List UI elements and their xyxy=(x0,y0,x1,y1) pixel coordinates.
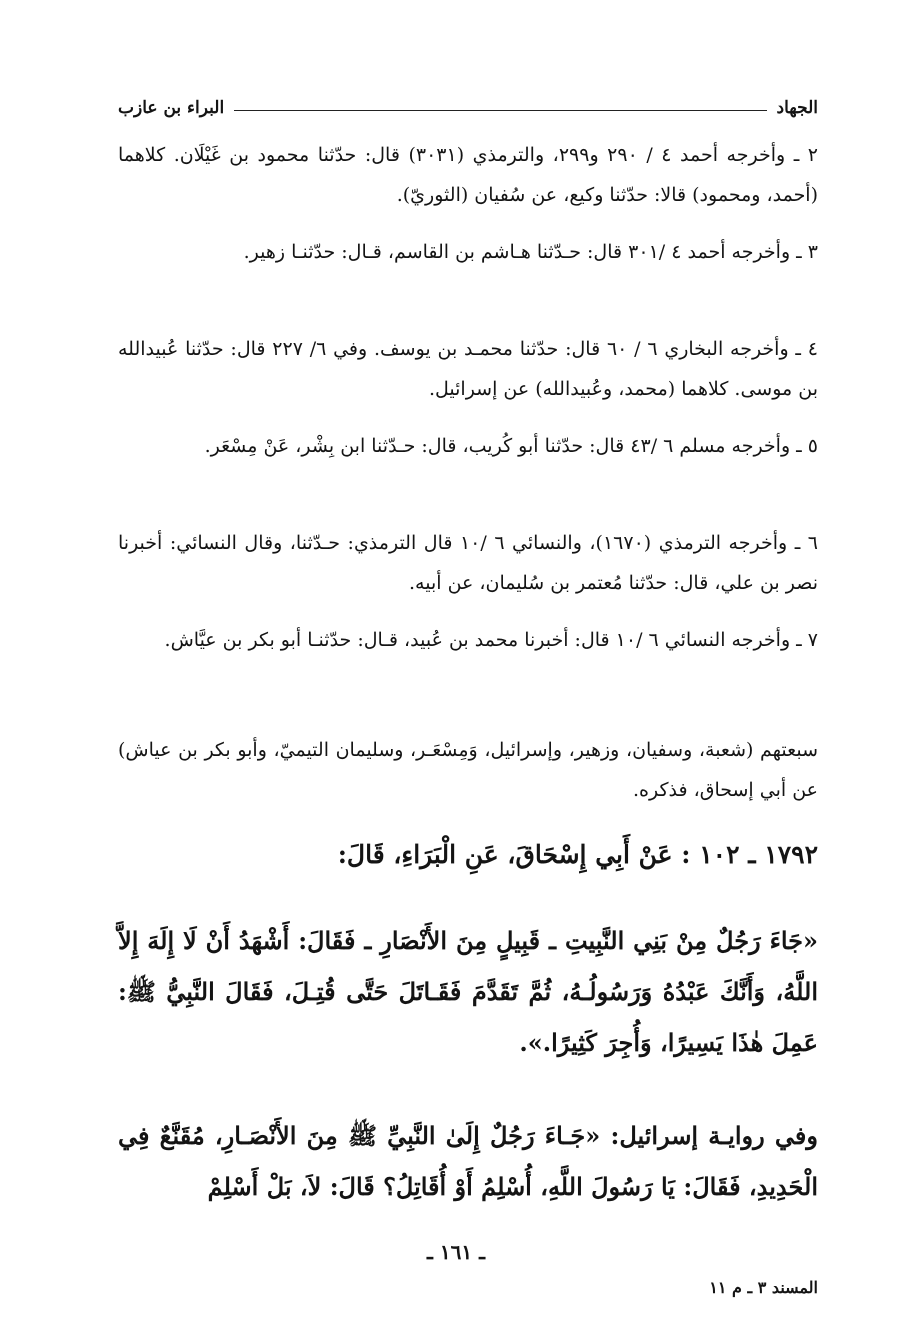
footnote-5: ٥ ـ وأخرجه مسلم ٦ /٤٣ قال: حدّثنا أبو كُريب، قال: حـدّثنا ابن بِشْر، عَنْ مِسْعَر. xyxy=(204,435,818,457)
chains-summary: سبعتهم (شعبة، وسفيان، وزهير، وإسرائيل، وَمِسْعَـر، وسليمان التيميّ، وأبو بكر بن عياش) عن أبي إسحاق، فذكره. xyxy=(118,739,818,801)
companion-name: البراء بن عازب xyxy=(118,98,225,118)
hadith-text: «جَاءَ رَجُلٌ مِنْ بَنِي النَّبِيتِ ـ قَبِيلٍ مِنَ الأَنْصَارِ ـ فَقَالَ: أَشْهَدُ أَنْ لَا إِلَهَ إِلاَّ اللَّهُ، وَأَنَّكَ عَبْدُهُ وَرَسُولُـهُ، ثُمَّ تَقَدَّمَ فَقَـاتَلَ حَتَّى قُتِـلَ، فَقَالَ النَّبِيُّ ﷺ: عَمِلَ هٰذَا يَسِيرًا، وَأُجِرَ كَثِيرًا.». xyxy=(118,926,818,1057)
footnote-2: ٢ ـ وأخرجه أحمد ٤ / ٢٩٠ و٢٩٩، والترمذي (٣٠٣١) قال: حدّثنا محمود بن غَيْلَان. كلاهما (أحمد، ومحمود) قالا: حدّثنا وكيع، عن سُفيان (الثوريّ). xyxy=(118,144,819,206)
chapter-title: الجهاد xyxy=(776,98,818,118)
footnote-4: ٤ ـ وأخرجه البخاري ٦ / ٦٠ قال: حدّثنا محمـد بن يوسف. وفي ٦/ ٢٢٧ قال: حدّثنا عُبيدالله بن موسى. كلاهما (محمد، وعُبيدالله) عن إسرائيل. xyxy=(118,338,818,400)
signature-mark: المسند ٣ ـ م ١١ xyxy=(709,1278,818,1297)
hadith-heading: ١٧٩٢ ـ ١٠٢ : عَنْ أَبِي إِسْحَاقَ، عَنِ الْبَرَاءِ، قَالَ: xyxy=(337,840,818,869)
footnote-7: ٧ ـ وأخرجه النسائي ٦ /١٠ قال: أخبرنا محمد بن عُبيد، قـال: حدّثنـا أبو بكر بن عيَّاش. xyxy=(164,629,818,651)
running-header xyxy=(118,92,818,118)
footnote-6: ٦ ـ وأخرجه الترمذي (١٦٧٠)، والنسائي ٦ /١٠ قال الترمذي: حـدّثنا، وقال النسائي: أخبرنا نصر بن علي، قال: حدّثنا مُعتمر بن سُليمان، عن أبيه. xyxy=(118,532,818,594)
page-number: ـ ١٦١ ـ xyxy=(427,1240,485,1264)
header-rule xyxy=(234,110,766,111)
variant-narration: وفي روايـة إسرائيل: «جَـاءَ رَجُلٌ إِلَىٰ النَّبِيِّ ﷺ مِنَ الأَنْصَـارِ، مُقَنَّعٌ فِي الْحَدِيدِ، فَقَالَ: يَا رَسُولَ اللَّهِ، أُسْلِمُ أَوْ أُقَاتِلُ؟ قَالَ: لاَ، بَلْ أَسْلِمْ xyxy=(118,1121,818,1201)
footnote-3: ٣ ـ وأخرجه أحمد ٤ /٣٠١ قال: حـدّثنا هـاشم بن القاسم، قـال: حدّثنـا زهير. xyxy=(243,241,818,263)
